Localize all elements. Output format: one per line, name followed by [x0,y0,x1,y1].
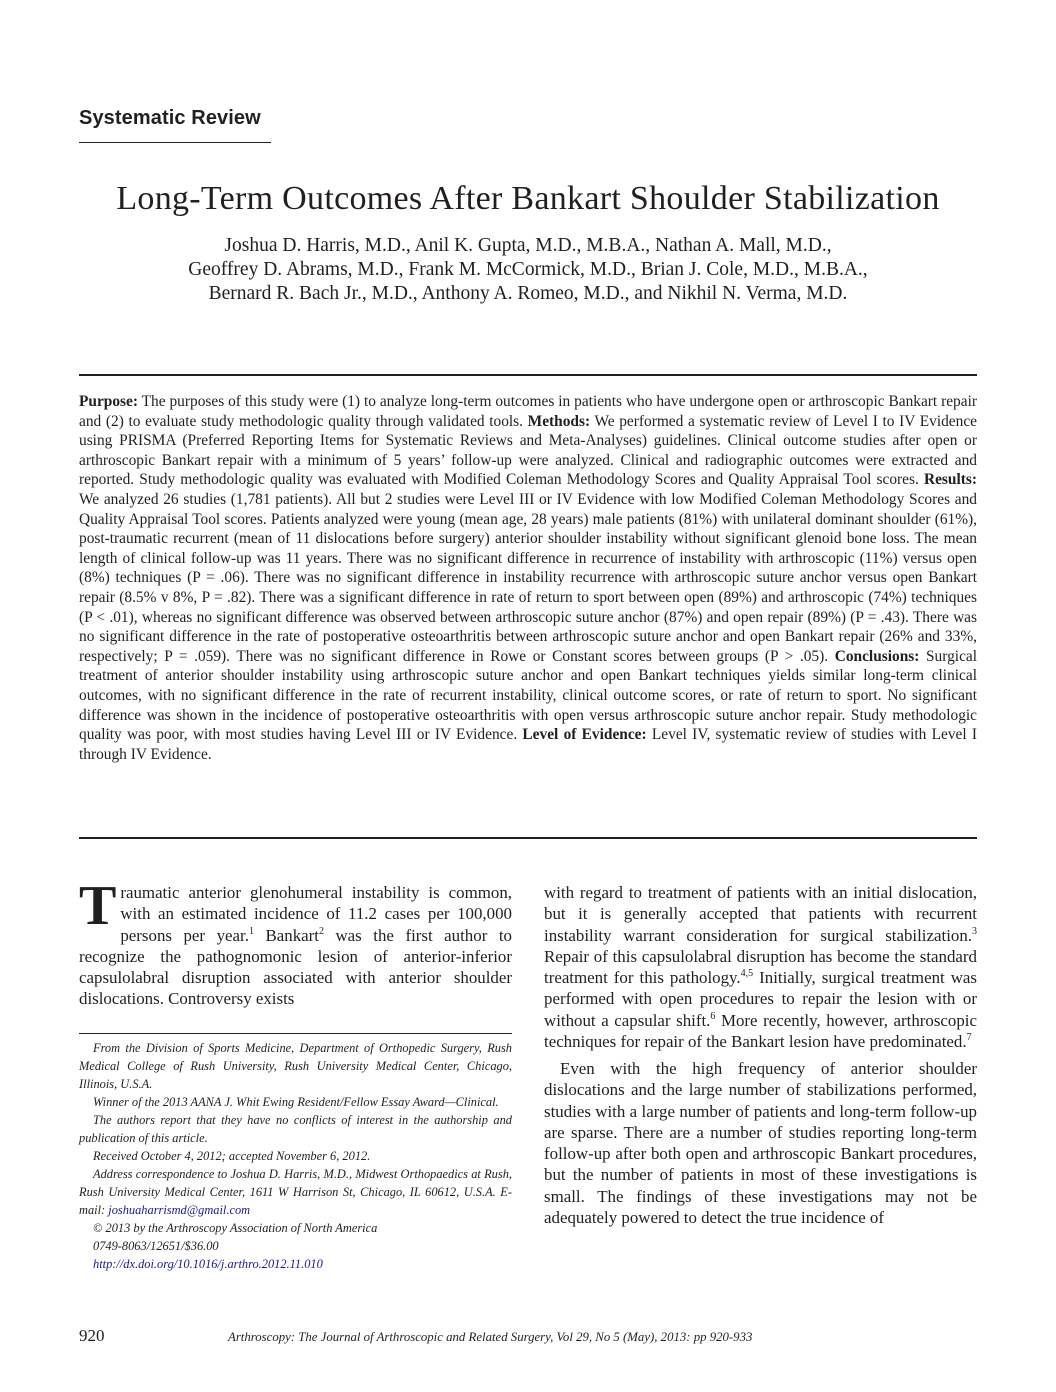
body-text: Initially, surgical treatment was performed with open procedures to repair the lesion with or without a capsular shift. [544,968,977,1030]
journal-citation: Arthroscopy: The Journal of Arthroscopic and Related Surgery, Vol 29, No 5 (May), 2013: pp 920-933 [228,1330,753,1344]
body-text: Repair of this capsulolabral disruption has become the standard treatment for this pathology. [544,946,977,987]
body-column-left [79,875,512,1010]
abstract-methods-text: We performed a systematic review of Level I to IV Evidence using PRISMA (Preferred Reporting Items for Systematic Reviews and Meta-Analyses) guidelines. Clinical outcome studies after open or arthroscopic Bankart repair with a minimum of 5 years’ follow-up were analyzed. Clinical and radiographic outcomes were extracted and reported. Study methodologic quality was evaluated with Modified Coleman Methodology Scores and Quality Appraisal Tool scores. [79,412,977,489]
footnotes [79,1039,512,1273]
address-text: Address correspondence to Joshua D. Harris, M.D., Midwest Orthopaedics at Rush, Rush University Medical Center, 1611 W Harrison St, Chicago, IL 60612, U.S.A. E-mail: [79,1167,512,1217]
footnote-rule [79,1033,512,1034]
abstract-conclusions-heading: Conclusions: [834,647,920,665]
author-line: Geoffrey D. Abrams, M.D., Frank M. McCormick, M.D., Brian J. Cole, M.D., M.B.A., [188,259,868,280]
abstract-results-text: We analyzed 26 studies (1,781 patients). All but 2 studies were Level III or IV Evidence with low Modified Coleman Methodology Scores and Quality Appraisal Tool scores. Patients analyzed were young (mean age, 28 years) male patients (81%) with unilateral dominant shoulder (61%), post-traumatic recurrent (mean of 11 dislocations before surgery) anterior shoulder instability without significant glenoid bone loss. The mean length of clinical follow-up was 11 years. There was no significant difference in recurrence of instability with arthroscopic (11%) versus open (8%) techniques (P = .06). There was no significant difference in instability recurrence with arthroscopic suture anchor versus open Bankart repair (8.5% v 8%, P = .82). There was a significant difference in rate of return to sport between open (89%) and arthroscopic (74%) techniques (P < .01), whereas no significant difference was observed between arthroscopic suture anchor (87%) and open repair (89%) (P = .43). There was no significant difference in the rate of postoperative osteoarthritis between arthroscopic suture anchor and open Bankart repair (26% and 33%, respectively; P = .059). There was no significant difference in Rowe or Constant scores between groups (P > .05). [79,490,977,665]
footnote-award: Winner of the 2013 AANA J. Whit Ewing Resident/Fellow Essay Award—Clinical. [93,1095,499,1109]
abstract-purpose-heading: Purpose: [79,393,138,410]
section-label: Systematic Review [79,107,261,129]
reference-link[interactable]: 1 [248,925,254,937]
abstract-level-heading: Level of Evidence: [522,726,647,744]
footnote-issn: 0749-8063/12651/$36.00 [93,1239,219,1253]
footnote-address [79,1165,512,1219]
email-link[interactable]: joshuaharrismd@gmail.com [108,1203,251,1217]
reference-link[interactable]: 3 [972,925,977,937]
author-list [60,234,996,306]
page-number: 920 [79,1326,105,1345]
abstract-level-text: Level IV, systematic review of studies with Level I through IV Evidence. [79,726,978,763]
body-text: Bankart [253,925,319,945]
reference-link[interactable]: 7 [966,1031,972,1043]
abstract-top-rule [79,374,977,376]
abstract-conclusions-text: Surgical treatment of anterior shoulder instability using arthroscopic suture anchor and open Bankart techniques yields similar long-term clinical outcomes, with no significant difference in the rate of recurrent instability, clinical outcome scores, or rate of return to sport. No significant difference was shown in the incidence of postoperative osteoarthritis with open versus arthroscopic suture anchor repair. Study methodologic quality was poor, with most studies having Level III or IV Evidence. [79,647,978,744]
section-underline [79,142,271,143]
article-title: Long-Term Outcomes After Bankart Shoulder Stabilization [116,180,940,217]
doi-link[interactable]: http://dx.doi.org/10.1016/j.arthro.2012.11.010 [93,1257,323,1271]
abstract-results-heading: Results: [923,471,977,489]
footnote-copyright: © 2013 by the Arthroscopy Association of North America [93,1221,378,1235]
body-text: was the first author to recognize the pathognomonic lesion of anterior-inferior capsulolabral disruption associated with anterior shoulder dislocations. Controversy exists [79,925,512,1009]
abstract-bottom-rule [79,837,977,839]
author-line: Bernard R. Bach Jr., M.D., Anthony A. Romeo, M.D., and Nikhil N. Verma, M.D. [208,283,848,304]
body-column-right [544,882,977,1228]
reference-link[interactable]: 4,5 [740,968,754,979]
abstract-paragraph [79,392,977,764]
body-text: More recently, however, arthroscopic techniques for repair of the Bankart lesion have predominated. [544,1010,977,1051]
reference-link[interactable]: 2 [318,925,324,937]
abstract-methods-heading: Methods: [527,412,591,430]
footnote-received: Received October 4, 2012; accepted November 6, 2012. [93,1149,371,1163]
footnote-affiliation: From the Division of Sports Medicine, Department of Orthopedic Surgery, Rush Medical College of Rush University, Rush University Medical Center, Chicago, Illinois, U.S.A. [79,1041,512,1091]
footnote-conflicts: The authors report that they have no conflicts of interest in the authorship and publication of this article. [79,1113,512,1145]
reference-link[interactable]: 6 [710,1010,716,1022]
body-paragraph [544,882,977,1052]
drop-cap: T [79,875,117,937]
body-paragraph [79,875,512,1010]
body-text: raumatic anterior glenohumeral instability is common, with an estimated incidence of 11.2 cases per 100,000 persons per year. [120,883,512,945]
abstract [79,392,977,764]
abstract-purpose-text: The purposes of this study were (1) to analyze long-term outcomes in patients who have undergone open or arthroscopic Bankart repair and (2) to evaluate study methodologic quality through validated tools. [79,393,977,430]
author-line: Joshua D. Harris, M.D., Anil K. Gupta, M.D., M.B.A., Nathan A. Mall, M.D., [224,235,832,256]
body-paragraph: Even with the high frequency of anterior shoulder dislocations and the large number of stabilizations performed, studies with a large number of patients and long-term follow-up are sparse. There are a number of studies reporting long-term follow-up after both open and arthroscopic Bankart procedures, but the number of patients in most of these investigations is small. The findings of these investigations may not be adequately powered to detect the true incidence of [544,1059,977,1227]
body-text: with regard to treatment of patients with an initial dislocation, but it is generally accepted that patients with recurrent instability warrant consideration for surgical stabilization. [544,883,977,945]
